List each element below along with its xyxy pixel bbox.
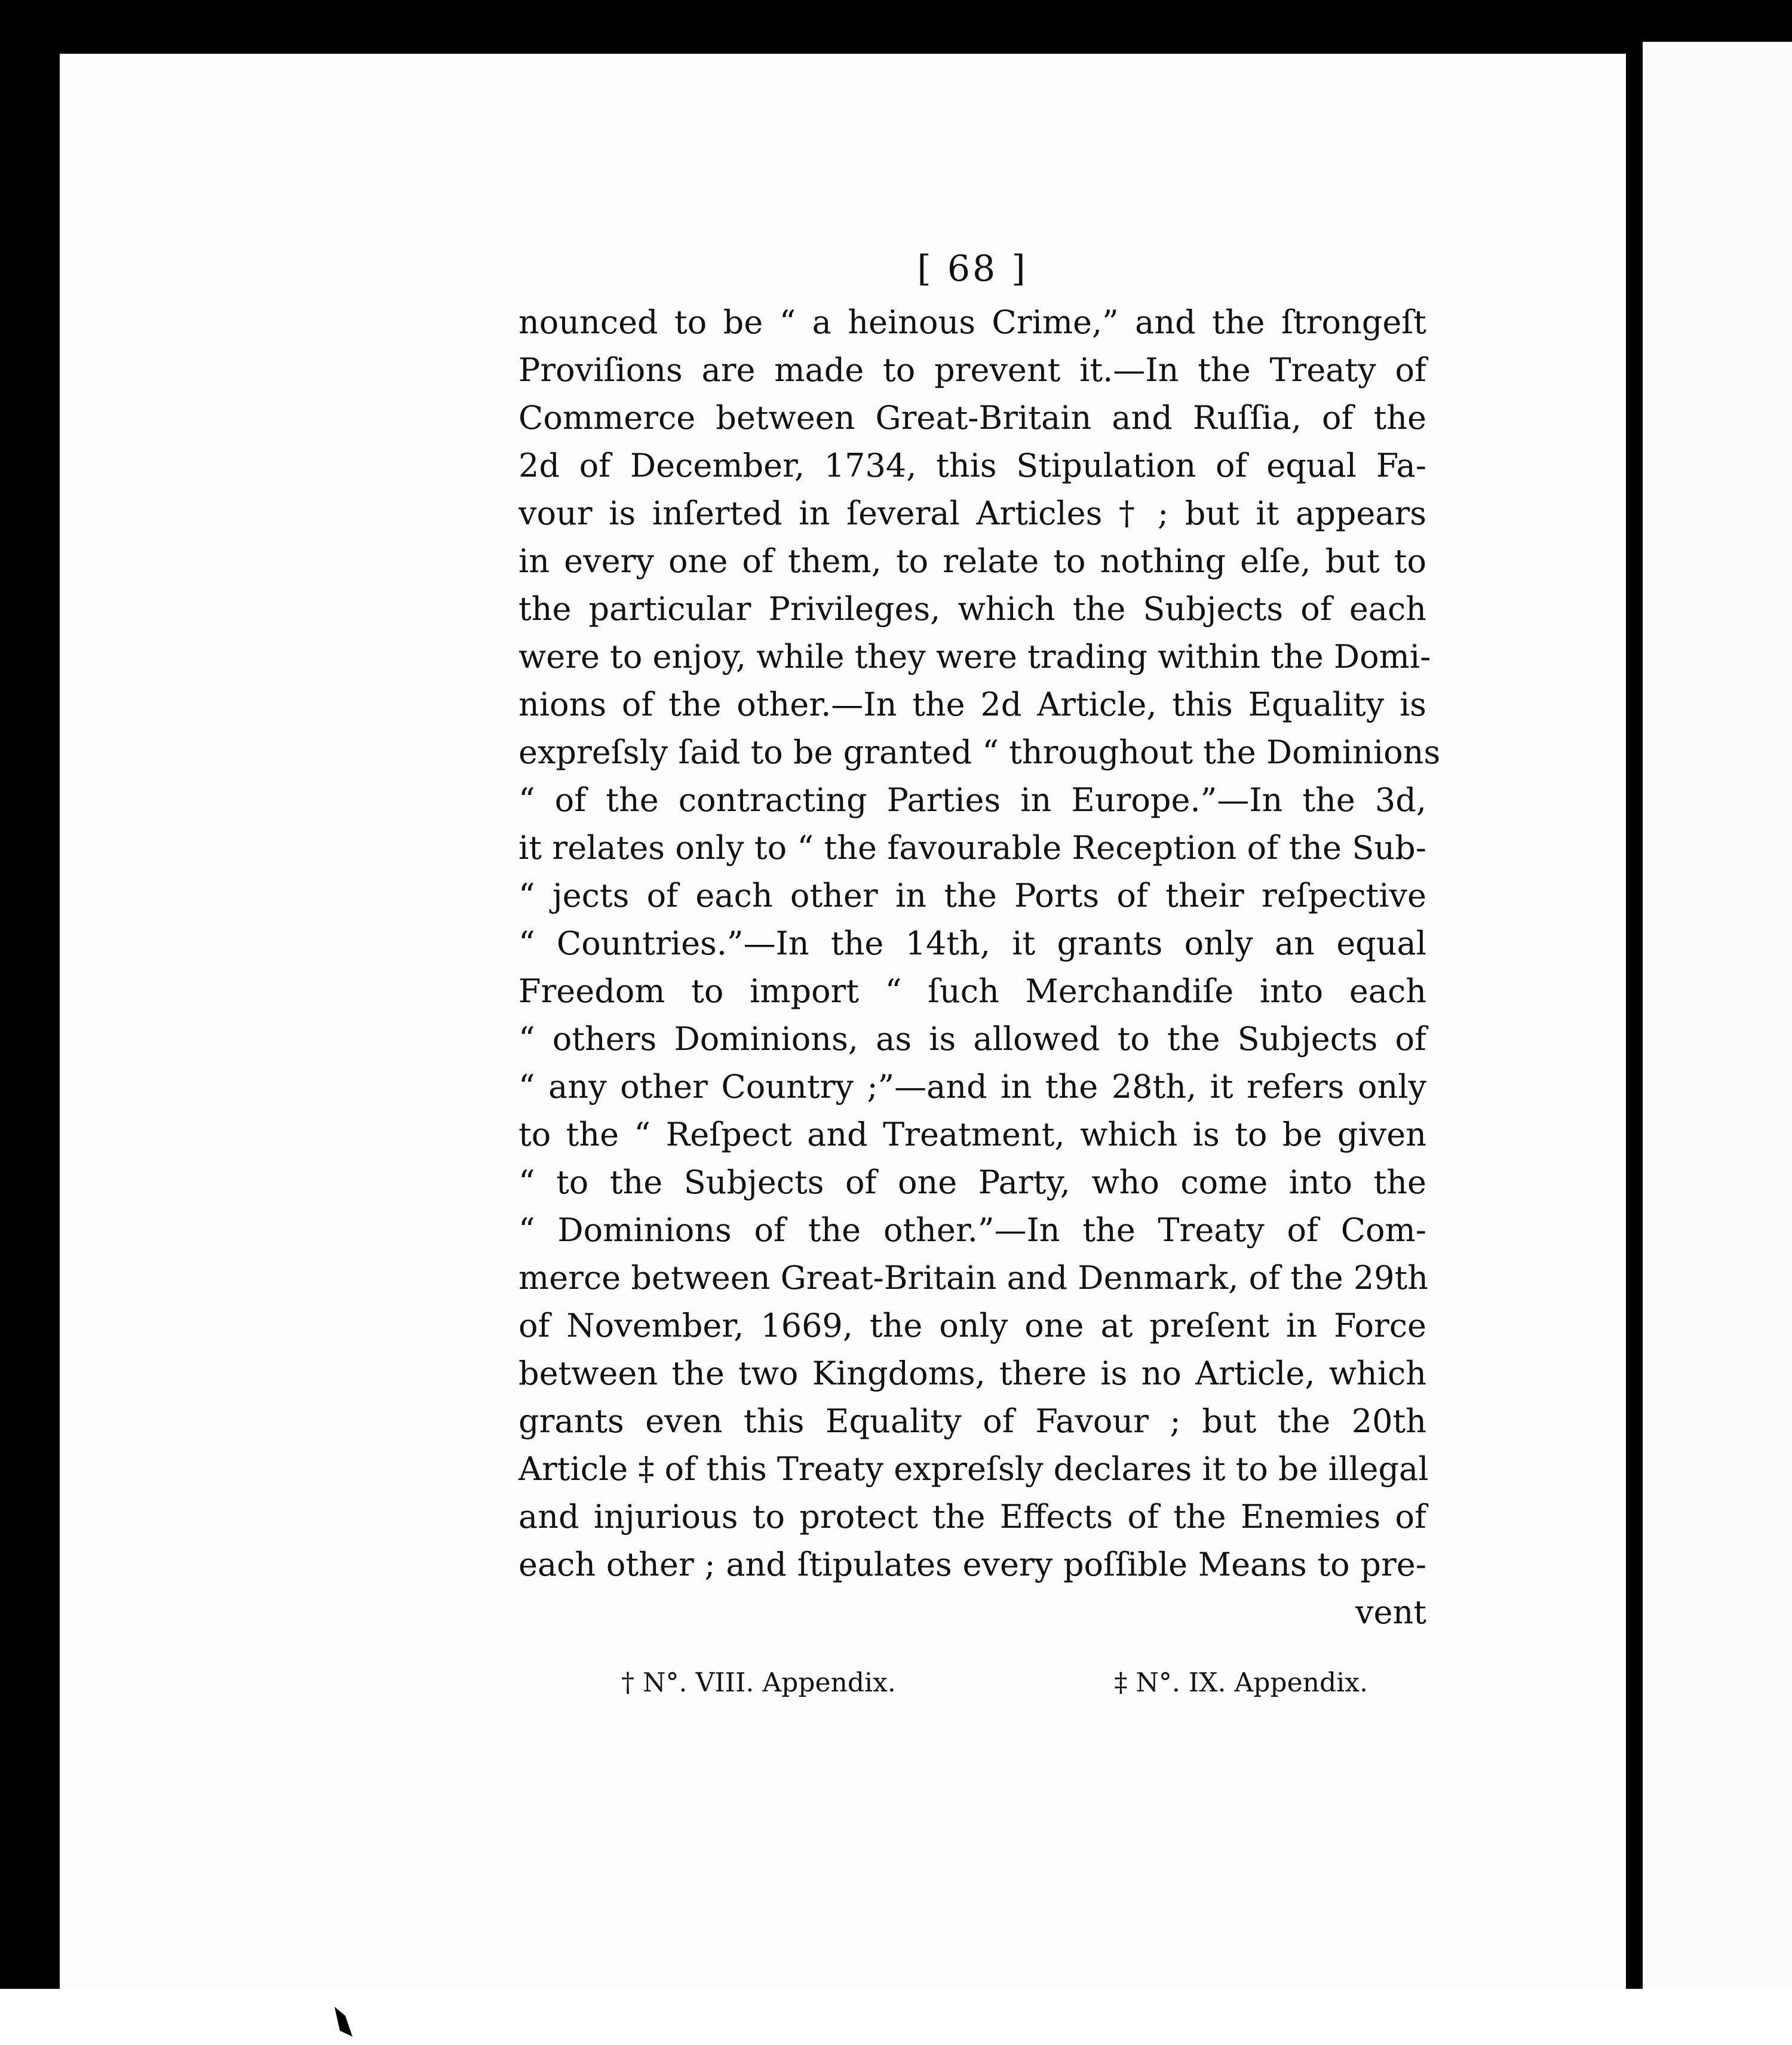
page-divider [1626, 36, 1643, 2001]
text-line: “ any other Country ;”—and in the 28th, it refers only [518, 1068, 1426, 1106]
text-line: “ jects of each other in the Ports of their reſpective [518, 877, 1426, 914]
text-line: “ Countries.”—In the 14th, it grants only an equal [518, 925, 1426, 962]
text-line: were to enjoy, while they were trading within the Domi- [518, 638, 1431, 675]
footnote-dagger: † N°. VIII. Appendix. [621, 1668, 896, 1698]
text-line: grants even this Equality of Favour ; but the 20th [518, 1402, 1426, 1440]
text-line: Commerce between Great-Britain and Ruſſia, of the [518, 399, 1426, 437]
text-line: in every one of them, to relate to nothing elſe, but to [518, 542, 1426, 580]
text-line: nounced to be “ a heinous Crime,” and the ſtrongeſt [518, 303, 1426, 341]
text-line: each other ; and ſtipulates every poſſible Means to pre- [518, 1546, 1426, 1583]
footnote-double-dagger: ‡ N°. IX. Appendix. [1114, 1668, 1368, 1698]
text-line: vour is inſerted in ſeveral Articles † ; but it appears [518, 495, 1426, 532]
text-line: “ to the Subjects of one Party, who come into the [518, 1163, 1426, 1201]
text-line: merce between Great-Britain and Denmark, of the 29th [518, 1259, 1429, 1297]
text-line: expreſsly ſaid to be granted “ throughout the Dominions [518, 733, 1441, 771]
text-line: Freedom to import “ ſuch Merchandiſe into each [518, 972, 1426, 1010]
text-line: “ of the contracting Parties in Europe.”—In the 3d, [518, 781, 1426, 819]
text-line: between the two Kingdoms, there is no Article, which [518, 1355, 1426, 1392]
footnotes [621, 1665, 1368, 1701]
text-line: it relates only to “ the favourable Reception of the Sub- [518, 829, 1426, 867]
text-line: of November, 1669, the only one at preſent in Force [518, 1307, 1426, 1344]
text-line: and injurious to protect the Effects of the Enemies of [518, 1498, 1426, 1536]
text-block [518, 245, 1441, 1636]
text-line: to the “ Reſpect and Treatment, which is to be given [518, 1116, 1426, 1153]
page-number: [ 68 ] [917, 248, 1028, 290]
facing-page [1643, 42, 1792, 1989]
text-line: Article ‡ of this Treaty expreſsly declares it to be illegal [518, 1450, 1429, 1488]
scan-bottom-margin [0, 1989, 1792, 2045]
text-line: “ others Dominions, as is allowed to the Subjects of [518, 1020, 1426, 1058]
text-line: 2d of December, 1734, this Stipulation of equal Fa- [518, 447, 1426, 484]
catchword: vent [1355, 1593, 1426, 1631]
text-line: the particular Privileges, which the Subjects of each [518, 590, 1426, 628]
text-line: nions of the other.—In the 2d Article, this Equality is [518, 686, 1426, 723]
body-text [518, 299, 1441, 1636]
text-line: Proviſions are made to prevent it.—In the Treaty of [518, 351, 1426, 389]
text-line: “ Dominions of the other.”—In the Treaty of Com- [518, 1211, 1426, 1249]
